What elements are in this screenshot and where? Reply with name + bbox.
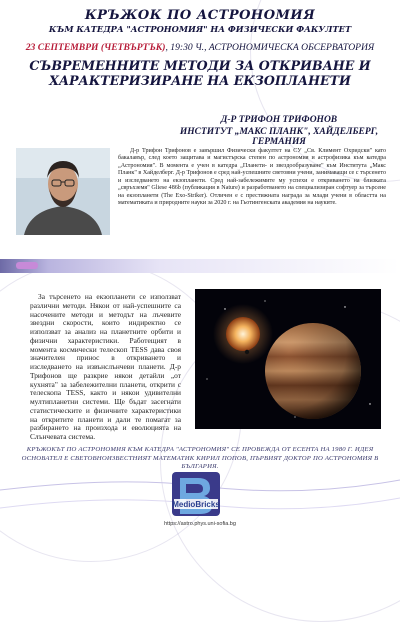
talk-title-line2: ХАРАКТЕРИЗИРАНЕ НА ЕКЗОПЛАНЕТИ: [49, 73, 351, 88]
mediobricks-logo-image: [170, 470, 222, 520]
speaker-institute: ИНСТИТУТ „МАКС ПЛАНК", ХАЙДЕЛБЕРГ, ГЕРМАНИЯ: [179, 127, 379, 147]
speaker-bio: Д-р Трифон Трифонов е завършил Физически факултет на СУ „Св. Климент Охридски" като бакалавър, след което защитава и магистърска степен по астрономия и астрофизика към катедра „Астрономия". В момента е учен в катедра „Планети- и звездообразуване" към Института „Макс Планк" в Хайделберг. Д-р Трифонов е сред най-успешните световни учени, занимаващи се с търсенето и изследването на екзопланети. Сред най-забележимите му успехи е откриването на близката „свръхземя" Gliese 486b (публикация в Nature) и разработването на специализиран софтуер за търсене на екзопланети (The Exo-Striker). Отличен е с престижната награда за млади учени в областта на математиката и природните науки за 2020 г. на Гьотингенската академия на науките.: [118, 148, 386, 207]
club-title: КРЪЖОК ПО АСТРОНОМИЯ: [84, 8, 316, 23]
event-date: 23 СЕПТЕМВРИ (ЧЕТВЪРТЪК): [25, 42, 166, 53]
club-logo: [16, 262, 38, 269]
header: [0, 8, 400, 88]
speaker-photo: [16, 148, 110, 235]
faculty-subtitle: КЪМ КАТЕДРА "АСТРОНОМИЯ" НА ФИЗИЧЕСКИ ФАКУЛТЕТ: [48, 24, 352, 34]
mediobricks-label: MedioBricks: [172, 500, 220, 509]
talk-title: [0, 58, 400, 88]
speaker-name: Д-Р ТРИФОН ТРИФОНОВ: [220, 115, 338, 125]
event-time-place: , 19:30 Ч., АСТРОНОМИЧЕСКА ОБСЕРВАТОРИЯ: [165, 42, 375, 53]
website-url[interactable]: https://astro.phys.uni-sofia.bg: [164, 521, 236, 527]
footer-note: КРЪЖОКЪТ ПО АСТРОНОМИЯ КЪМ КАТЕДРА "АСТРОНОМИЯ" СЕ ПРОВЕЖДА ОТ ЕСЕНТА НА 1980 Г. ИДЕЯ ОСНОВАТЕЛ Е СВЕТОВНОИЗВЕСТНИЯТ МАТЕМАТИК КИРИЛ ПОПОВ, ПЪРВИЯТ ДОКТОР ПО АСТРОНОМИЯ В БЪЛГАРИЯ.: [21, 446, 379, 470]
talk-description: За търсенето на екзопланети се използват различни методи. Някои от най-успешните са насочените методи и методът на лъчевите звездни скорости, които индиректно се използват за анализ на планетните орбити и физични характеристики. Работещият в момента космически телескоп TESS дава своя значителен принос в откриването и изследването на извънслънчеви планети. Д-р Трифонов ще разкрие някои детайли „от кухнята" за забележителни планети, открити с телескопа TESS, както и някои удивителни мултипланетни системи. Ще бъдат засегнати статистическите и физичните характеристики на откритите планети и дали те помагат за разбирането на произхода и еволюцията на Слънчевата система.: [30, 292, 181, 441]
speaker-photo-image: [16, 148, 110, 235]
section-divider: [0, 259, 400, 273]
mediobricks-logo: [170, 470, 222, 520]
exoplanet-illustration-image: [195, 289, 381, 429]
event-date-line: [0, 42, 400, 53]
talk-title-line1: СЪВРЕМЕННИТЕ МЕТОДИ ЗА ОТКРИВАНЕ И: [29, 58, 371, 73]
exoplanet-illustration: [195, 289, 381, 429]
